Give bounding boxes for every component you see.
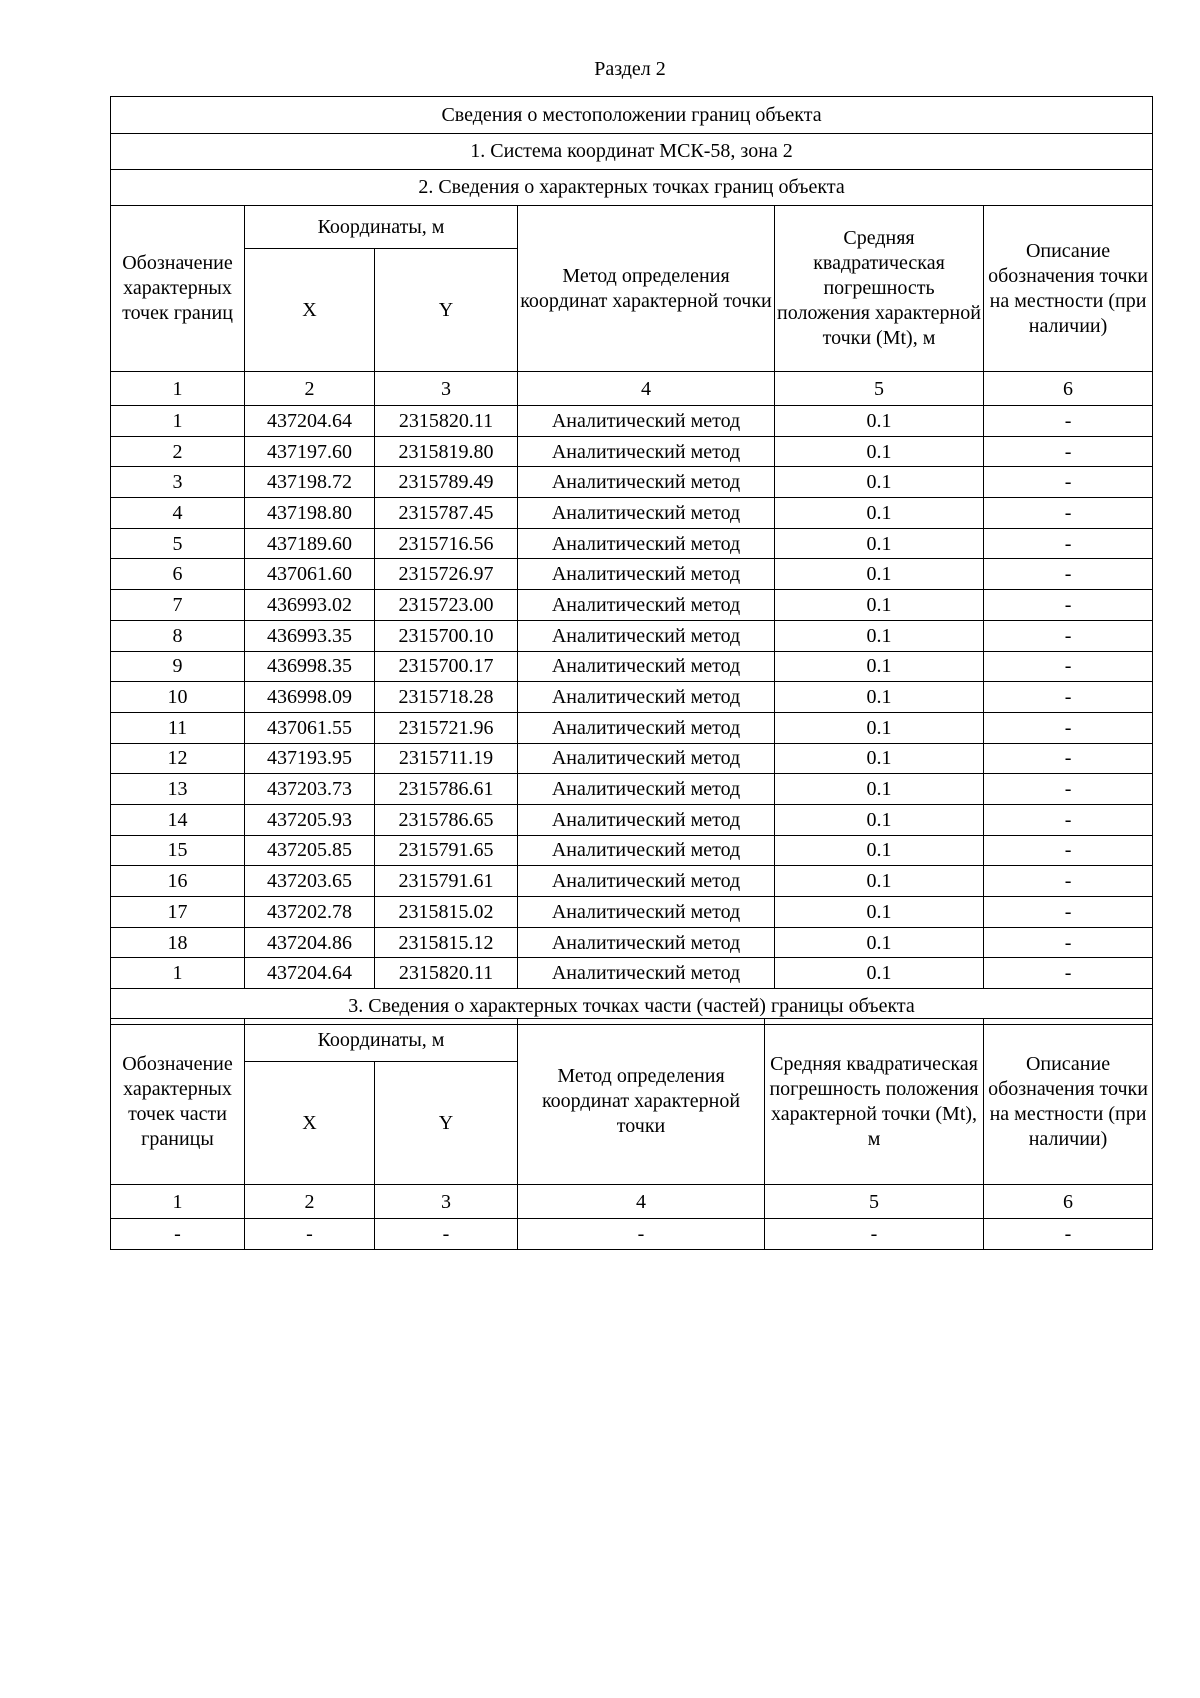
table-cell: - <box>984 406 1153 437</box>
coordinate-system: 1. Система координат МСК-58, зона 2 <box>111 134 1153 170</box>
table-row <box>111 774 1153 805</box>
table-cell: - <box>984 743 1153 774</box>
header-description: Описание обозначения точки на местности (при наличии) <box>984 1019 1153 1185</box>
table-cell: 2315711.19 <box>375 743 518 774</box>
table-cell: 10 <box>111 682 245 713</box>
table-cell: 0.1 <box>775 743 984 774</box>
column-number-row <box>111 1185 1153 1219</box>
table-row <box>111 651 1153 682</box>
table-cell: 437203.73 <box>245 774 375 805</box>
table-cell: - <box>984 804 1153 835</box>
table-cell: 2 <box>245 372 375 406</box>
table-cell: Аналитический метод <box>518 743 775 774</box>
table-cell: 0.1 <box>775 620 984 651</box>
table-cell: 2315723.00 <box>375 590 518 621</box>
table-cell: - <box>984 528 1153 559</box>
table-cell: 0.1 <box>775 804 984 835</box>
table-cell: 2315791.61 <box>375 866 518 897</box>
table-cell: - <box>984 866 1153 897</box>
table-cell: 1 <box>111 958 245 989</box>
table-cell: - <box>245 1219 375 1250</box>
section-label: Раздел 2 <box>594 58 666 80</box>
header-description: Описание обозначения точки на местности (при наличии) <box>984 206 1153 372</box>
table-cell: Аналитический метод <box>518 528 775 559</box>
table-cell: - <box>984 927 1153 958</box>
table-cell: 437061.60 <box>245 559 375 590</box>
table-cell: - <box>111 1219 245 1250</box>
table-cell: 436998.09 <box>245 682 375 713</box>
table-cell: 0.1 <box>775 590 984 621</box>
table-row <box>111 712 1153 743</box>
table-row <box>111 682 1153 713</box>
table-cell: 437205.85 <box>245 835 375 866</box>
table-cell: - <box>984 682 1153 713</box>
table-cell: 8 <box>111 620 245 651</box>
table-cell: 437202.78 <box>245 897 375 928</box>
table-cell: 2315787.45 <box>375 498 518 529</box>
table-cell: 2 <box>111 436 245 467</box>
parts-section-title: 3. Сведения о характерных точках части (частей) границы объекта <box>111 989 1153 1025</box>
table-cell: 436993.02 <box>245 590 375 621</box>
table-cell: 436998.35 <box>245 651 375 682</box>
table-cell: - <box>375 1219 518 1250</box>
table-cell: 0.1 <box>775 897 984 928</box>
header-y: Y <box>375 1062 518 1185</box>
table-cell: Аналитический метод <box>518 590 775 621</box>
table-row <box>111 927 1153 958</box>
table-cell: 2315815.02 <box>375 897 518 928</box>
table-cell: 437197.60 <box>245 436 375 467</box>
table-cell: 437189.60 <box>245 528 375 559</box>
header-error: Средняя квадратическая погрешность положения характерной точки (Mt), м <box>775 206 984 372</box>
table-row <box>111 406 1153 437</box>
table-cell: 2315716.56 <box>375 528 518 559</box>
table-cell: - <box>984 712 1153 743</box>
table-cell: 0.1 <box>775 774 984 805</box>
table-cell: 0.1 <box>775 651 984 682</box>
table-cell: 2315789.49 <box>375 467 518 498</box>
table-cell: 437193.95 <box>245 743 375 774</box>
table-cell: - <box>984 835 1153 866</box>
table-cell: 0.1 <box>775 498 984 529</box>
table-row <box>111 897 1153 928</box>
table-cell: - <box>765 1219 984 1250</box>
table-cell: 7 <box>111 590 245 621</box>
header-designation: Обозначение характерных точек границ <box>111 206 245 372</box>
table-cell: 0.1 <box>775 866 984 897</box>
table-cell: - <box>984 620 1153 651</box>
table-cell: 0.1 <box>775 467 984 498</box>
table-cell: 437204.86 <box>245 927 375 958</box>
table-cell: 1 <box>111 406 245 437</box>
table-cell: 2315700.10 <box>375 620 518 651</box>
table-cell: 3 <box>375 372 518 406</box>
table-cell: 15 <box>111 835 245 866</box>
header-designation: Обозначение характерных точек части границы <box>111 1019 245 1185</box>
table-cell: - <box>984 467 1153 498</box>
table-cell: 0.1 <box>775 682 984 713</box>
table-cell: 6 <box>111 559 245 590</box>
table-cell: 3 <box>111 467 245 498</box>
header-method: Метод определения координат характерной точки <box>518 206 775 372</box>
table-cell: 0.1 <box>775 406 984 437</box>
table-cell: 2315718.28 <box>375 682 518 713</box>
table-row <box>111 498 1153 529</box>
table-row <box>111 743 1153 774</box>
table-cell: 437198.72 <box>245 467 375 498</box>
table-cell: 437205.93 <box>245 804 375 835</box>
table-cell: Аналитический метод <box>518 866 775 897</box>
table-cell: 437204.64 <box>245 958 375 989</box>
header-x: X <box>245 1062 375 1185</box>
table-cell: 2315819.80 <box>375 436 518 467</box>
table-cell: 437203.65 <box>245 866 375 897</box>
table-cell: 1 <box>111 1185 245 1219</box>
table-cell: - <box>984 498 1153 529</box>
table-row <box>111 467 1153 498</box>
table-cell: 0.1 <box>775 559 984 590</box>
header-coordinates: Координаты, м <box>245 1019 518 1062</box>
table-cell: Аналитический метод <box>518 712 775 743</box>
table-cell: 1 <box>111 372 245 406</box>
table-cell: 6 <box>984 372 1153 406</box>
table-cell: Аналитический метод <box>518 498 775 529</box>
table-cell: 2315726.97 <box>375 559 518 590</box>
header-method: Метод определения координат характерной точки <box>518 1019 765 1185</box>
table-cell: 0.1 <box>775 712 984 743</box>
table-cell: 16 <box>111 866 245 897</box>
table-cell: 17 <box>111 897 245 928</box>
table-cell: Аналитический метод <box>518 958 775 989</box>
table-cell: - <box>518 1219 765 1250</box>
table-cell: - <box>984 958 1153 989</box>
column-number-row <box>111 372 1153 406</box>
header-x: X <box>245 249 375 372</box>
table-cell: Аналитический метод <box>518 804 775 835</box>
table-row <box>111 804 1153 835</box>
table-cell: Аналитический метод <box>518 897 775 928</box>
table-row <box>111 1219 1153 1250</box>
table-cell: Аналитический метод <box>518 682 775 713</box>
table-row <box>111 590 1153 621</box>
table-cell: 5 <box>775 372 984 406</box>
table-cell: 4 <box>111 498 245 529</box>
table-row <box>111 559 1153 590</box>
table-cell: 9 <box>111 651 245 682</box>
table-cell: - <box>984 897 1153 928</box>
table-cell: - <box>984 1219 1153 1250</box>
table-cell: 13 <box>111 774 245 805</box>
table-title: Сведения о местоположении границ объекта <box>111 97 1153 134</box>
header-y: Y <box>375 249 518 372</box>
table-cell: - <box>984 559 1153 590</box>
table-row <box>111 436 1153 467</box>
table-cell: Аналитический метод <box>518 774 775 805</box>
table-cell: 0.1 <box>775 927 984 958</box>
table-cell: 437204.64 <box>245 406 375 437</box>
table-cell: 5 <box>765 1185 984 1219</box>
table-cell: Аналитический метод <box>518 436 775 467</box>
points-section-title: 2. Сведения о характерных точках границ объекта <box>111 170 1153 206</box>
table-cell: 0.1 <box>775 436 984 467</box>
table-cell: 5 <box>111 528 245 559</box>
table-cell: Аналитический метод <box>518 927 775 958</box>
table-cell: Аналитический метод <box>518 559 775 590</box>
table-row <box>111 866 1153 897</box>
table-cell: 11 <box>111 712 245 743</box>
table-cell: 4 <box>518 372 775 406</box>
table-cell: 2315700.17 <box>375 651 518 682</box>
table-cell: 436993.35 <box>245 620 375 651</box>
table-cell: - <box>984 774 1153 805</box>
table-cell: 18 <box>111 927 245 958</box>
table-cell: 2315786.61 <box>375 774 518 805</box>
table-cell: 4 <box>518 1185 765 1219</box>
boundary-points-table <box>110 96 1153 1025</box>
table-cell: 3 <box>375 1185 518 1219</box>
table-cell: 2315820.11 <box>375 958 518 989</box>
table-row <box>111 620 1153 651</box>
table-cell: 2315815.12 <box>375 927 518 958</box>
table-row <box>111 958 1153 989</box>
table-cell: 0.1 <box>775 528 984 559</box>
table-cell: Аналитический метод <box>518 835 775 866</box>
table-cell: 2315721.96 <box>375 712 518 743</box>
table-row <box>111 835 1153 866</box>
table-cell: 0.1 <box>775 835 984 866</box>
table-cell: - <box>984 590 1153 621</box>
table-cell: Аналитический метод <box>518 406 775 437</box>
table-cell: 2315791.65 <box>375 835 518 866</box>
table-cell: 14 <box>111 804 245 835</box>
header-coordinates: Координаты, м <box>245 206 518 249</box>
boundary-parts-table <box>110 1018 1153 1250</box>
table-cell: 437061.55 <box>245 712 375 743</box>
table-cell: - <box>984 651 1153 682</box>
table-cell: 6 <box>984 1185 1153 1219</box>
table-cell: 2 <box>245 1185 375 1219</box>
table-cell: Аналитический метод <box>518 620 775 651</box>
table-cell: 2315820.11 <box>375 406 518 437</box>
table-cell: 437198.80 <box>245 498 375 529</box>
header-error: Средняя квадратическая погрешность положения характерной точки (Mt), м <box>765 1019 984 1185</box>
table-cell: Аналитический метод <box>518 467 775 498</box>
table-cell: - <box>984 436 1153 467</box>
table-cell: Аналитический метод <box>518 651 775 682</box>
table-cell: 12 <box>111 743 245 774</box>
table-row <box>111 528 1153 559</box>
table-cell: 2315786.65 <box>375 804 518 835</box>
table-cell: 0.1 <box>775 958 984 989</box>
